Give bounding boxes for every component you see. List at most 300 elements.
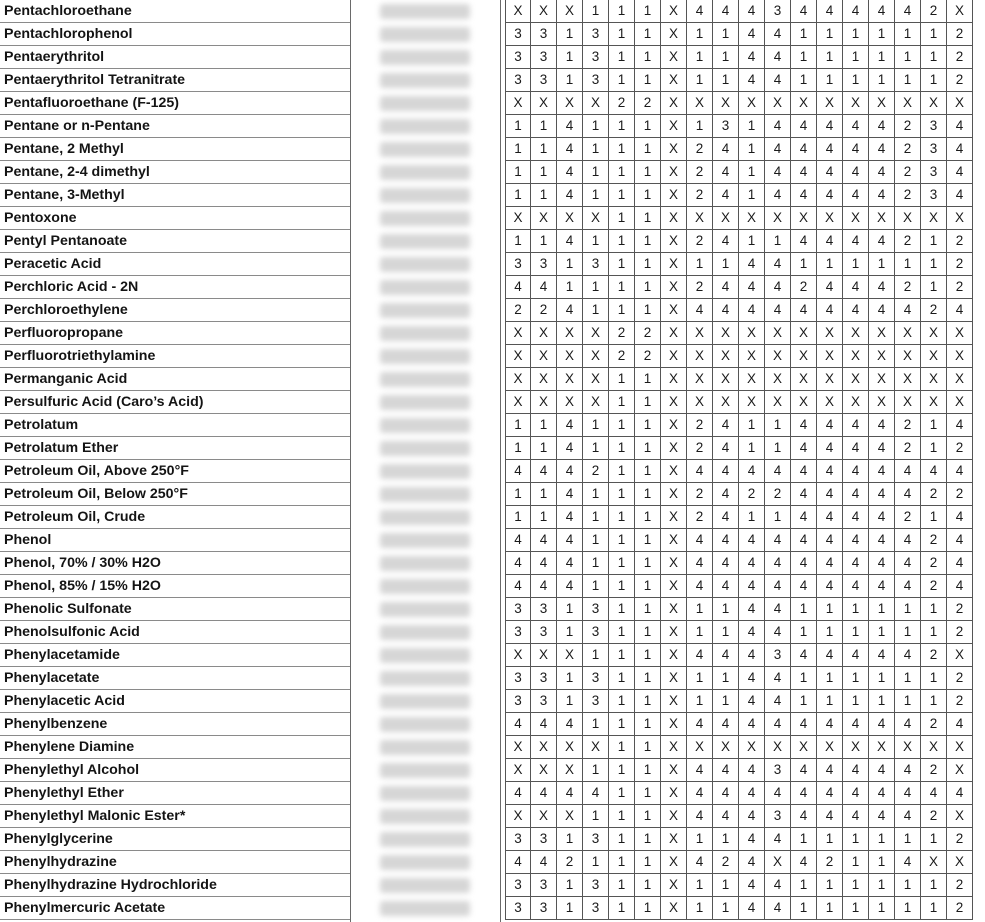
rating-cell: 4 xyxy=(791,851,817,874)
rating-cell: 2 xyxy=(947,598,973,621)
rating-cell: X xyxy=(765,322,791,345)
rating-cell: 1 xyxy=(531,115,557,138)
rating-cell: X xyxy=(843,207,869,230)
rating-cell: X xyxy=(661,322,687,345)
rating-cell: X xyxy=(661,69,687,92)
rating-cell: 1 xyxy=(843,598,869,621)
rating-cell: X xyxy=(557,391,583,414)
rating-cell: 4 xyxy=(947,552,973,575)
rating-cell: 4 xyxy=(505,276,531,299)
rating-cell: 4 xyxy=(817,483,843,506)
rating-cell: 4 xyxy=(531,552,557,575)
chemical-name: Phenylbenzene xyxy=(0,713,350,736)
rating-cell: 1 xyxy=(791,598,817,621)
rating-cell: 4 xyxy=(557,138,583,161)
table-row xyxy=(0,828,985,851)
rating-cell: X xyxy=(583,368,609,391)
rating-cell: 2 xyxy=(583,460,609,483)
rating-cell: X xyxy=(531,736,557,759)
rating-cell: 4 xyxy=(739,299,765,322)
chemical-name: Phenylethyl Ether xyxy=(0,782,350,805)
cas-number-redacted xyxy=(380,786,470,801)
rating-cell: 1 xyxy=(843,828,869,851)
rating-cell: 4 xyxy=(895,552,921,575)
rating-cell: 1 xyxy=(609,736,635,759)
rating-cell: 4 xyxy=(505,713,531,736)
rating-cell: 4 xyxy=(765,897,791,920)
rating-cell: 4 xyxy=(713,575,739,598)
rating-cell: X xyxy=(557,644,583,667)
cas-number-redacted xyxy=(380,625,470,640)
rating-cell: 4 xyxy=(947,299,973,322)
rating-cell: 4 xyxy=(739,828,765,851)
rating-cell: 4 xyxy=(713,138,739,161)
rating-cell: 1 xyxy=(609,782,635,805)
rating-cell: X xyxy=(765,207,791,230)
rating-cell: X xyxy=(661,92,687,115)
rating-cell: X xyxy=(869,736,895,759)
column-divider xyxy=(350,0,351,922)
rating-cell: X xyxy=(583,736,609,759)
rating-cell: X xyxy=(687,207,713,230)
rating-cell: 1 xyxy=(635,115,661,138)
rating-cell: 1 xyxy=(609,161,635,184)
rating-cell: 4 xyxy=(765,874,791,897)
rating-cell: 1 xyxy=(739,138,765,161)
rating-cell: X xyxy=(869,368,895,391)
rating-cell: 4 xyxy=(687,713,713,736)
cas-number-redacted xyxy=(380,717,470,732)
rating-cell: 4 xyxy=(843,575,869,598)
rating-cell: X xyxy=(947,851,973,874)
rating-cell: 1 xyxy=(609,874,635,897)
rating-cell: 2 xyxy=(531,299,557,322)
rating-cell: 1 xyxy=(921,598,947,621)
rating-cell: 3 xyxy=(505,874,531,897)
rating-cell: 1 xyxy=(869,46,895,69)
rating-cell: 4 xyxy=(869,437,895,460)
table-row xyxy=(0,690,985,713)
rating-cell: 4 xyxy=(765,529,791,552)
rating-cell: 1 xyxy=(557,690,583,713)
rating-cell: 1 xyxy=(609,667,635,690)
rating-cell: 1 xyxy=(531,138,557,161)
rating-cell: X xyxy=(791,391,817,414)
rating-cell: 4 xyxy=(739,69,765,92)
cas-number-redacted xyxy=(380,372,470,387)
rating-cell: 1 xyxy=(817,690,843,713)
rating-cell: 1 xyxy=(583,414,609,437)
rating-cell: X xyxy=(791,207,817,230)
rating-cell: 1 xyxy=(791,23,817,46)
rating-cell: 1 xyxy=(817,253,843,276)
rating-cell: 1 xyxy=(791,828,817,851)
rating-cell: X xyxy=(791,92,817,115)
rating-cell: X xyxy=(557,322,583,345)
cas-number-redacted xyxy=(380,671,470,686)
rating-cell: 1 xyxy=(609,253,635,276)
rating-cell: 1 xyxy=(921,230,947,253)
table-row xyxy=(0,805,985,828)
rating-cell: 1 xyxy=(635,207,661,230)
rating-cell: 1 xyxy=(609,437,635,460)
rating-cell: 1 xyxy=(635,736,661,759)
rating-cell: X xyxy=(531,322,557,345)
rating-cell: 2 xyxy=(947,897,973,920)
rating-cell: X xyxy=(921,736,947,759)
rating-cell: 1 xyxy=(609,391,635,414)
table-row xyxy=(0,161,985,184)
rating-cell: 4 xyxy=(947,713,973,736)
rating-cell: X xyxy=(791,345,817,368)
rating-cell: X xyxy=(921,368,947,391)
table-row xyxy=(0,874,985,897)
rating-cell: 3 xyxy=(505,23,531,46)
table-row xyxy=(0,368,985,391)
rating-cell: X xyxy=(765,391,791,414)
cas-number-redacted xyxy=(380,418,470,433)
rating-cell: 3 xyxy=(583,874,609,897)
rating-cell: 1 xyxy=(739,506,765,529)
rating-cell: 4 xyxy=(843,782,869,805)
rating-cell: 1 xyxy=(817,828,843,851)
rating-cell: 4 xyxy=(531,529,557,552)
rating-cell: 3 xyxy=(583,598,609,621)
rating-cell: 4 xyxy=(739,621,765,644)
rating-cell: 4 xyxy=(713,299,739,322)
rating-cell: 4 xyxy=(713,460,739,483)
rating-cell: 1 xyxy=(869,828,895,851)
rating-cell: X xyxy=(661,276,687,299)
rating-cell: X xyxy=(947,736,973,759)
cas-number-redacted xyxy=(380,763,470,778)
rating-cell: 3 xyxy=(921,115,947,138)
rating-cell: 4 xyxy=(713,644,739,667)
rating-cell: 4 xyxy=(817,506,843,529)
rating-cell: 3 xyxy=(583,690,609,713)
rating-cell: 1 xyxy=(609,276,635,299)
rating-cell: 1 xyxy=(531,483,557,506)
rating-cell: X xyxy=(531,0,557,23)
chemical-name: Pentane, 2 Methyl xyxy=(0,138,350,161)
rating-cell: 1 xyxy=(921,621,947,644)
rating-cell: 4 xyxy=(739,0,765,23)
rating-cell: X xyxy=(921,391,947,414)
cas-number-redacted xyxy=(380,832,470,847)
rating-cell: 4 xyxy=(869,713,895,736)
rating-cell: 1 xyxy=(609,805,635,828)
rating-cell: 1 xyxy=(583,437,609,460)
rating-cell: X xyxy=(713,736,739,759)
rating-cell: 4 xyxy=(557,437,583,460)
rating-cell: X xyxy=(661,46,687,69)
rating-cell: 4 xyxy=(921,782,947,805)
rating-cell: 1 xyxy=(635,69,661,92)
rating-cell: X xyxy=(713,322,739,345)
rating-cell: X xyxy=(531,759,557,782)
rating-cell: X xyxy=(661,713,687,736)
cas-number-redacted xyxy=(380,464,470,479)
rating-cell: X xyxy=(921,92,947,115)
rating-cell: 1 xyxy=(609,598,635,621)
rating-cell: 4 xyxy=(817,460,843,483)
rating-cell: X xyxy=(661,391,687,414)
rating-cell: 4 xyxy=(687,782,713,805)
cas-number-redacted xyxy=(380,487,470,502)
rating-cell: 3 xyxy=(921,161,947,184)
table-row xyxy=(0,207,985,230)
rating-cell: 4 xyxy=(713,276,739,299)
rating-cell: X xyxy=(713,345,739,368)
rating-cell: 1 xyxy=(583,184,609,207)
rating-cell: 4 xyxy=(791,460,817,483)
rating-cell: 1 xyxy=(557,828,583,851)
rating-cell: X xyxy=(505,644,531,667)
rating-cell: 1 xyxy=(843,851,869,874)
rating-cell: 4 xyxy=(869,0,895,23)
rating-cell: X xyxy=(817,322,843,345)
chemical-name: Pentyl Pentanoate xyxy=(0,230,350,253)
rating-cell: 4 xyxy=(895,529,921,552)
rating-cell: 4 xyxy=(739,253,765,276)
rating-cell: 1 xyxy=(583,759,609,782)
rating-cell: 1 xyxy=(843,23,869,46)
chemical-name: Perchloric Acid - 2N xyxy=(0,276,350,299)
rating-cell: 2 xyxy=(947,437,973,460)
rating-cell: 2 xyxy=(947,483,973,506)
rating-cell: 1 xyxy=(713,690,739,713)
rating-cell: X xyxy=(557,92,583,115)
rating-cell: 1 xyxy=(635,690,661,713)
rating-cell: X xyxy=(531,644,557,667)
chemical-name: Phenolsulfonic Acid xyxy=(0,621,350,644)
chemical-name: Phenylglycerine xyxy=(0,828,350,851)
chemical-name: Petrolatum xyxy=(0,414,350,437)
rating-cell: 1 xyxy=(713,621,739,644)
rating-cell: 1 xyxy=(635,805,661,828)
rating-cell: 4 xyxy=(713,0,739,23)
cas-number-redacted xyxy=(380,96,470,111)
rating-cell: 1 xyxy=(557,897,583,920)
rating-cell: 1 xyxy=(687,621,713,644)
rating-cell: 1 xyxy=(895,667,921,690)
rating-cell: 3 xyxy=(531,897,557,920)
rating-cell: 4 xyxy=(557,460,583,483)
rating-cell: 1 xyxy=(609,414,635,437)
rating-cell: 1 xyxy=(583,506,609,529)
rating-cell: 1 xyxy=(791,69,817,92)
rating-cell: 1 xyxy=(765,506,791,529)
rating-cell: X xyxy=(739,207,765,230)
rating-cell: 3 xyxy=(583,23,609,46)
rating-cell: 1 xyxy=(687,46,713,69)
rating-cell: 2 xyxy=(895,437,921,460)
rating-cell: 1 xyxy=(557,23,583,46)
rating-cell: 1 xyxy=(687,115,713,138)
rating-cell: 1 xyxy=(713,897,739,920)
table-row xyxy=(0,736,985,759)
rating-cell: 1 xyxy=(687,828,713,851)
rating-cell: 2 xyxy=(947,828,973,851)
rating-cell: 1 xyxy=(609,575,635,598)
rating-cell: X xyxy=(843,322,869,345)
rating-cell: 1 xyxy=(921,437,947,460)
rating-cell: X xyxy=(687,345,713,368)
cas-number-redacted xyxy=(380,165,470,180)
rating-cell: 4 xyxy=(505,552,531,575)
rating-cell: 4 xyxy=(765,552,791,575)
rating-cell: 4 xyxy=(895,0,921,23)
rating-cell: 1 xyxy=(791,46,817,69)
rating-cell: 1 xyxy=(609,621,635,644)
column-divider xyxy=(500,0,501,922)
rating-cell: 4 xyxy=(739,713,765,736)
rating-cell: 1 xyxy=(843,46,869,69)
rating-cell: 1 xyxy=(505,230,531,253)
rating-cell: X xyxy=(921,322,947,345)
table-row xyxy=(0,23,985,46)
rating-cell: 3 xyxy=(583,828,609,851)
rating-cell: 4 xyxy=(557,115,583,138)
rating-cell: 1 xyxy=(505,437,531,460)
rating-cell: X xyxy=(869,391,895,414)
rating-cell: 3 xyxy=(505,621,531,644)
rating-cell: 1 xyxy=(869,23,895,46)
rating-cell: 1 xyxy=(895,690,921,713)
rating-cell: 4 xyxy=(843,529,869,552)
rating-cell: 1 xyxy=(713,46,739,69)
rating-cell: 1 xyxy=(635,0,661,23)
rating-cell: 4 xyxy=(765,828,791,851)
rating-cell: 1 xyxy=(557,253,583,276)
rating-cell: 4 xyxy=(817,138,843,161)
rating-cell: 4 xyxy=(713,483,739,506)
rating-cell: 4 xyxy=(505,851,531,874)
rating-cell: X xyxy=(947,805,973,828)
rating-cell: 4 xyxy=(713,414,739,437)
rating-cell: 1 xyxy=(609,138,635,161)
rating-cell: X xyxy=(791,322,817,345)
rating-cell: 3 xyxy=(583,621,609,644)
rating-cell: 1 xyxy=(791,667,817,690)
rating-cell: 2 xyxy=(921,483,947,506)
rating-cell: 1 xyxy=(557,667,583,690)
rating-cell: 1 xyxy=(687,253,713,276)
rating-cell: X xyxy=(687,391,713,414)
rating-cell: X xyxy=(947,345,973,368)
table-row xyxy=(0,644,985,667)
rating-cell: 4 xyxy=(557,414,583,437)
rating-cell: 4 xyxy=(895,460,921,483)
table-row xyxy=(0,253,985,276)
rating-cell: 4 xyxy=(817,437,843,460)
rating-cell: X xyxy=(661,575,687,598)
rating-cell: 4 xyxy=(791,805,817,828)
cas-number-redacted xyxy=(380,648,470,663)
rating-cell: X xyxy=(869,207,895,230)
rating-cell: 4 xyxy=(817,782,843,805)
rating-cell: 4 xyxy=(843,299,869,322)
rating-cell: 4 xyxy=(557,782,583,805)
rating-cell: 2 xyxy=(947,690,973,713)
rating-cell: 1 xyxy=(635,713,661,736)
rating-cell: 4 xyxy=(557,161,583,184)
rating-cell: 1 xyxy=(921,690,947,713)
chemical-name: Petroleum Oil, Above 250°F xyxy=(0,460,350,483)
rating-cell: 4 xyxy=(713,161,739,184)
rating-cell: 2 xyxy=(609,92,635,115)
rating-cell: 1 xyxy=(791,874,817,897)
rating-cell: 2 xyxy=(687,138,713,161)
rating-cell: 3 xyxy=(531,46,557,69)
rating-cell: 2 xyxy=(947,230,973,253)
rating-cell: X xyxy=(557,0,583,23)
table-row xyxy=(0,529,985,552)
rating-cell: 2 xyxy=(687,437,713,460)
rating-cell: X xyxy=(947,368,973,391)
rating-cell: 4 xyxy=(869,138,895,161)
rating-cell: 1 xyxy=(583,161,609,184)
rating-cell: 4 xyxy=(817,713,843,736)
rating-cell: 4 xyxy=(531,851,557,874)
chemical-name: Petrolatum Ether xyxy=(0,437,350,460)
rating-cell: 3 xyxy=(531,690,557,713)
rating-cell: 1 xyxy=(739,414,765,437)
rating-cell: 1 xyxy=(739,115,765,138)
table-row xyxy=(0,506,985,529)
rating-cell: 4 xyxy=(869,552,895,575)
rating-cell: 1 xyxy=(609,529,635,552)
rating-cell: 1 xyxy=(635,161,661,184)
rating-cell: 1 xyxy=(869,253,895,276)
rating-cell: X xyxy=(791,736,817,759)
table-row xyxy=(0,713,985,736)
chemical-name: Pentane, 2-4 dimethyl xyxy=(0,161,350,184)
rating-cell: 4 xyxy=(843,0,869,23)
table-row xyxy=(0,414,985,437)
rating-cell: 1 xyxy=(635,529,661,552)
table-row xyxy=(0,782,985,805)
rating-cell: X xyxy=(531,207,557,230)
rating-cell: 3 xyxy=(505,897,531,920)
rating-cell: X xyxy=(661,299,687,322)
chemical-name: Phenylene Diamine xyxy=(0,736,350,759)
rating-cell: 4 xyxy=(791,483,817,506)
rating-cell: 3 xyxy=(583,69,609,92)
chemical-name: Pentane, 3-Methyl xyxy=(0,184,350,207)
rating-cell: 4 xyxy=(687,805,713,828)
rating-cell: 2 xyxy=(947,23,973,46)
rating-cell: 4 xyxy=(791,230,817,253)
rating-cell: X xyxy=(947,0,973,23)
rating-cell: 4 xyxy=(791,759,817,782)
rating-cell: 4 xyxy=(739,897,765,920)
rating-cell: 1 xyxy=(869,874,895,897)
rating-cell: 4 xyxy=(817,575,843,598)
rating-cell: 4 xyxy=(765,23,791,46)
rating-cell: 1 xyxy=(817,69,843,92)
rating-cell: 4 xyxy=(791,644,817,667)
table-row xyxy=(0,115,985,138)
rating-cell: X xyxy=(921,207,947,230)
rating-cell: X xyxy=(739,368,765,391)
rating-cell: X xyxy=(947,207,973,230)
rating-cell: 4 xyxy=(531,713,557,736)
table-row xyxy=(0,276,985,299)
cas-number-redacted xyxy=(380,602,470,617)
rating-cell: 4 xyxy=(765,253,791,276)
rating-cell: 4 xyxy=(869,115,895,138)
